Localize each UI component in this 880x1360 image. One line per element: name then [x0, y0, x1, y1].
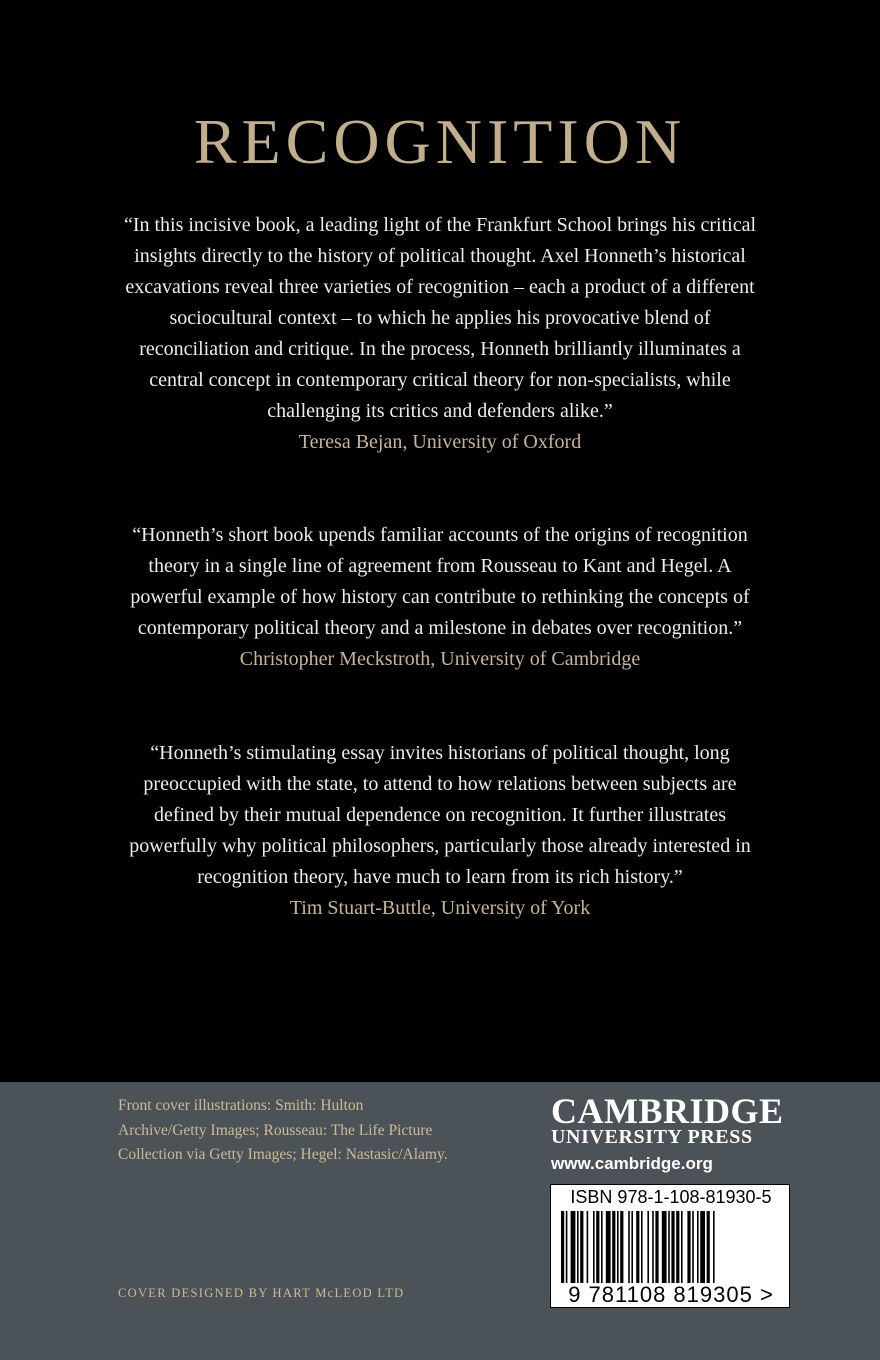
barcode-bar — [707, 1211, 710, 1283]
barcode-bar — [662, 1211, 667, 1283]
barcode-bar — [606, 1211, 611, 1283]
quote-attribution: Teresa Bejan, University of Oxford — [298, 431, 582, 453]
quote-text: “In this incisive book, a leading light of the Frankfurt School brings his critical insights directly to the history of political thought. Axel Honneth’s historical excavations reveal three varieties of recognition – each a product of a different sociocultural context – to which he applies his provocative blend of reconciliation and critique. In the process, Honneth brilliantly illuminates a central concept in contemporary critical theory for non-specialists, while challenging its critics and defenders alike.” — [123, 214, 757, 422]
quote-attribution: Tim Stuart-Buttle, University of York — [289, 897, 591, 919]
barcode-bar — [692, 1211, 694, 1283]
barcode-bar — [580, 1211, 583, 1283]
barcode-bar — [636, 1211, 639, 1283]
barcode-bar — [671, 1211, 674, 1283]
barcode-bar — [620, 1211, 623, 1283]
barcode-bar — [566, 1211, 568, 1283]
barcode-graphic — [559, 1211, 783, 1283]
barcode-bar — [596, 1211, 599, 1283]
barcode-bar — [697, 1211, 699, 1283]
barcode-bar — [681, 1211, 683, 1283]
publisher-url[interactable]: www.cambridge.org — [551, 1154, 713, 1173]
barcode-bar — [652, 1211, 654, 1283]
barcode-bar — [571, 1211, 576, 1283]
isbn-barcode-box — [550, 1184, 790, 1308]
book-title: RECOGNITION — [193, 106, 687, 177]
barcode-bar — [676, 1211, 679, 1283]
barcode-bar — [612, 1211, 615, 1283]
isbn-label: ISBN 978-1-108-81930-5 — [570, 1187, 772, 1207]
barcode-bar — [593, 1211, 595, 1283]
publisher-logo-subtitle: UNIVERSITY PRESS — [551, 1126, 753, 1148]
barcode-bar — [687, 1211, 690, 1283]
barcode-bar — [631, 1211, 633, 1283]
barcode-bar — [668, 1211, 670, 1283]
barcode-bar — [641, 1211, 643, 1283]
quote-text: “Honneth’s stimulating essay invites historians of political thought, long preoccupied with the state, to attend to how relations between subjects are defined by their mutual dependence on recognition. It further illustrates powerfully why political philosophers, particularly those already interested in recognition theory, have much to learn from its rich history.” — [129, 742, 751, 888]
quote-text: “Honneth’s short book upends familiar accounts of the origins of recognition theory in a single line of agreement from Rousseau to Kant and Hegel. A powerful example of how history can contribute to rethinking the concepts of contemporary political theory and a milestone in debates over recognition.” — [130, 524, 750, 639]
barcode-bar — [561, 1211, 564, 1283]
barcode-bar — [655, 1211, 658, 1283]
barcode-bar — [713, 1211, 715, 1283]
barcode-bar — [617, 1211, 619, 1283]
barcode-bar — [700, 1211, 705, 1283]
ean-number: 9 781108 819305 > — [568, 1282, 774, 1307]
barcode-bar — [601, 1211, 603, 1283]
cover-illustration-credits: Front cover illustrations: Smith: Hulton Archive/Getty Images; Rousseau: The Life Picture Collection via Getty Images; Hegel: Nastasic/Alamy. — [118, 1097, 448, 1163]
publisher-logo-name: CAMBRIDGE — [551, 1091, 784, 1131]
quote-block — [120, 210, 760, 458]
barcode-bar — [577, 1211, 579, 1283]
barcode-bar — [628, 1211, 630, 1283]
cover-designer-credit: COVER DESIGNED BY HART McLEOD LTD — [118, 1286, 405, 1300]
quote-attribution: Christopher Meckstroth, University of Cambridge — [239, 648, 641, 670]
barcode-bar — [587, 1211, 589, 1283]
quote-block — [120, 738, 760, 924]
quote-block — [120, 520, 760, 675]
barcode-bar — [647, 1211, 649, 1283]
